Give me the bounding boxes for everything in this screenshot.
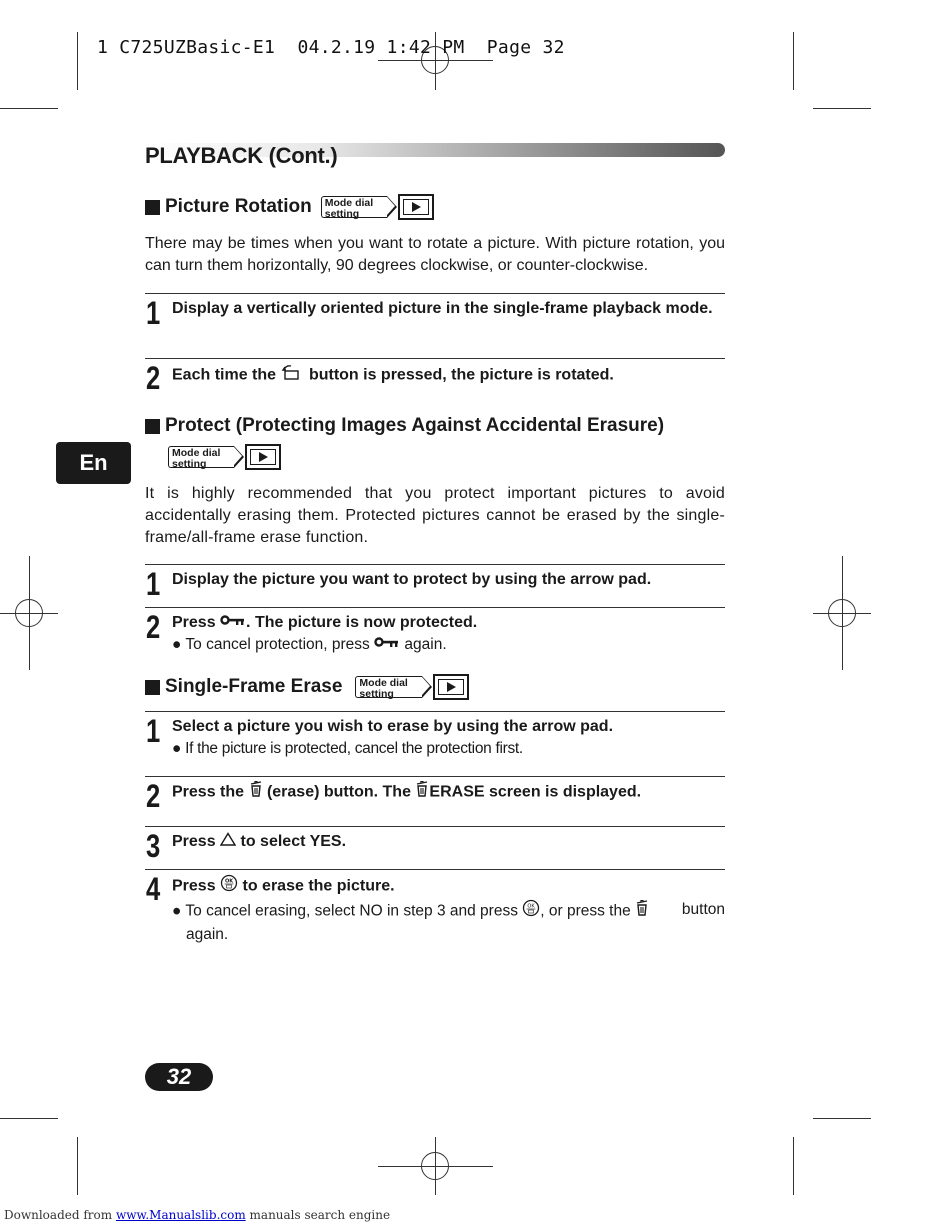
step-text: Display the picture you want to protect by using the arrow pad. (172, 571, 652, 588)
key-icon (374, 634, 400, 656)
triangle-up-icon (220, 831, 236, 853)
ok-button-icon (220, 874, 238, 899)
trash-icon (635, 900, 649, 923)
divider (145, 869, 725, 870)
key-icon (220, 612, 246, 634)
trash-icon (249, 781, 263, 804)
square-bullet-icon (145, 200, 160, 215)
svg-text:OK: OK (527, 903, 535, 910)
divider (145, 711, 725, 712)
svg-text:OK: OK (224, 878, 234, 885)
step-text: Select a picture you wish to erase by using the arrow pad. (172, 718, 614, 735)
square-bullet-icon (145, 419, 160, 434)
divider (145, 358, 725, 359)
print-slug: 1 C725UZBasic-E1 04.2.19 1:42 PM Page 32 (97, 37, 565, 58)
rotation-intro: There may be times when you want to rotate a picture. With picture rotation, you can turn them horizontally, 90 degrees clockwise, or counter-clockwise. (145, 235, 725, 274)
step-number: 2 (146, 609, 161, 645)
step-number: 1 (146, 295, 161, 331)
divider (145, 776, 725, 777)
play-icon (245, 444, 281, 470)
section-heading-rotation: Picture Rotation Mode dial setting (145, 194, 434, 220)
play-icon (433, 674, 469, 700)
footer: Downloaded from www.Manualslib.com manuals search engine (4, 1208, 391, 1222)
divider (145, 293, 725, 294)
mode-dial-indicator: Mode dial setting (321, 194, 434, 220)
bullet-note: ● If the picture is protected, cancel the protection first. (172, 740, 523, 757)
step-text: Press to select YES. (172, 831, 346, 853)
trash-icon (415, 781, 429, 804)
ok-button-icon (522, 899, 540, 924)
manualslib-link[interactable]: www.Manualslib.com (115, 1208, 246, 1222)
square-bullet-icon (145, 680, 160, 695)
divider (145, 607, 725, 608)
section-heading-erase: Single-Frame Erase Mode dial setting (145, 674, 469, 700)
step-number: 4 (146, 871, 161, 907)
language-tab: En (56, 442, 131, 484)
protect-intro: It is highly recommended that you protect important pictures to avoid accidentally erasing them. Protected pictures cannot be erased by the single-frame/all-frame erase function. (145, 485, 725, 546)
section-heading-protect: Protect (Protecting Images Against Accidental Erasure) (145, 415, 664, 437)
step-text: Press . The picture is now protected. (172, 612, 477, 634)
mode-dial-indicator: Mode dial setting (168, 444, 281, 470)
step-text: Display a vertically oriented picture in the single-frame playback mode. (172, 300, 713, 317)
step-number: 2 (146, 360, 161, 396)
step-text: Press OK to erase the picture. (172, 874, 395, 899)
page-title: PLAYBACK (Cont.) (145, 143, 338, 168)
divider (145, 826, 725, 827)
play-icon (398, 194, 434, 220)
step-number: 2 (146, 778, 161, 814)
step-text: Press the (erase) button. The ERASE screen is displayed. (172, 781, 641, 804)
bullet-note: ● To cancel erasing, select NO in step 3 and press OK , or press the button again. (172, 901, 725, 943)
page-number: 32 (145, 1063, 213, 1091)
step-number: 1 (146, 713, 161, 749)
mode-dial-indicator: Mode dial setting (355, 674, 468, 700)
step-text: Each time the button is pressed, the picture is rotated. (172, 363, 614, 388)
divider (145, 564, 725, 565)
step-number: 1 (146, 566, 161, 602)
step-number: 3 (146, 828, 161, 864)
rotate-icon (280, 363, 304, 388)
bullet-note: ● To cancel protection, press again. (172, 634, 447, 656)
